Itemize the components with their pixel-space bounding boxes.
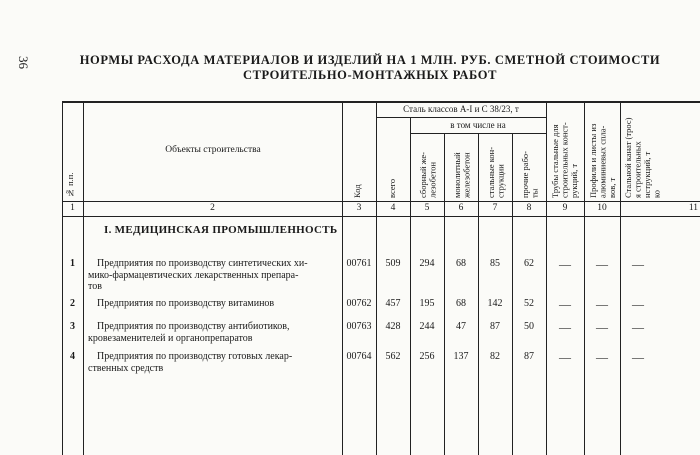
column-number: 7 (492, 203, 498, 213)
row-number: 1 (70, 258, 75, 269)
column-number: 10 (597, 203, 607, 213)
cell-total: 428 (385, 321, 401, 332)
cell-prefab: 256 (419, 351, 435, 362)
row-name-line: кровезаменителей и органопрепаратов (88, 332, 253, 344)
page-number: 36 (16, 56, 31, 69)
cell-code: 00764 (346, 351, 372, 362)
cell-code: 00761 (346, 258, 372, 269)
row-name-line: Предприятия по производству антибиотиков, (97, 321, 290, 332)
cell-monolith: 137 (453, 351, 469, 362)
cell-profiles: — (596, 350, 608, 364)
cell-prefab: 244 (419, 321, 435, 332)
header-steel-struct: стальные кон- струкции (486, 146, 506, 198)
cell-other: 50 (524, 321, 534, 332)
cell-prefab: 294 (419, 258, 435, 269)
cell-pipes: — (559, 257, 571, 271)
cell-rope: — (632, 320, 644, 334)
cell-total: 457 (385, 298, 401, 309)
cell-rope: — (632, 297, 644, 311)
column-number: 11 (688, 203, 698, 213)
header-code: Код (352, 184, 362, 198)
cell-steel: 87 (490, 321, 500, 332)
cell-steel: 85 (490, 258, 500, 269)
cell-pipes: — (559, 350, 571, 364)
page-title: НОРМЫ РАСХОДА МАТЕРИАЛОВ И ИЗДЕЛИЙ НА 1 МЛН. РУБ. СМЕТНОЙ СТОИМОСТИ (79, 53, 661, 67)
header-objects: Объекты строительства (165, 145, 261, 155)
header-incl: в том числе на (450, 120, 506, 130)
cell-rope: — (632, 257, 644, 271)
column-number: 1 (70, 203, 75, 213)
cell-monolith: 68 (456, 258, 466, 269)
cell-code: 00762 (346, 298, 372, 309)
row-name-line: мико-фармацевтических лекарственных препара- (88, 269, 299, 281)
header-rope: Стальной канат (трос) я строительных нструкций, т ко (623, 117, 662, 198)
row-number: 3 (70, 321, 75, 332)
cell-other: 87 (524, 351, 534, 362)
column-number: 8 (526, 203, 532, 213)
row-number: 2 (70, 298, 75, 309)
cell-code: 00763 (346, 321, 372, 332)
cell-pipes: — (559, 320, 571, 334)
header-prefab: сборный же- лезобетон (418, 152, 438, 198)
row-name-line: Предприятия по производству витаминов (97, 298, 275, 309)
column-number: 6 (458, 203, 464, 213)
row-name-line: Предприятия по производству готовых лекар- (97, 351, 293, 362)
column-number: 4 (390, 203, 396, 213)
header-steel-group: Сталь классов А-I и С 38/23, т (403, 104, 519, 114)
column-number: 2 (210, 203, 215, 213)
cell-profiles: — (596, 320, 608, 334)
header-pipes: Трубы стальные для строительных конст- рукций, т (550, 122, 579, 198)
header-other: прочие рабо- ты (520, 151, 540, 198)
cell-other: 62 (524, 258, 534, 269)
section-title: I. МЕДИЦИНСКАЯ ПРОМЫШЛЕННОСТЬ (104, 224, 338, 236)
header-no: № п.п. (65, 172, 75, 198)
row-name-line: тов (88, 281, 102, 292)
cell-other: 52 (524, 298, 534, 309)
cell-profiles: — (596, 297, 608, 311)
cell-steel: 142 (487, 298, 503, 309)
cell-profiles: — (596, 257, 608, 271)
cell-steel: 82 (490, 351, 500, 362)
cell-monolith: 47 (456, 321, 466, 332)
header-profiles: Профили и листы из алюминиевых спла- вов, т (588, 123, 617, 198)
cell-rope: — (632, 350, 644, 364)
header-total: всего (387, 178, 397, 198)
cell-monolith: 68 (456, 298, 466, 309)
cell-prefab: 195 (419, 298, 435, 309)
cell-pipes: — (559, 297, 571, 311)
cell-total: 562 (385, 351, 401, 362)
cell-total: 509 (385, 258, 401, 269)
row-number: 4 (70, 351, 75, 362)
header-monolith: монолитный железобетон (452, 152, 472, 198)
row-name-line: Предприятия по производству синтетических хи- (97, 258, 308, 269)
column-number: 3 (356, 203, 362, 213)
column-number: 9 (562, 203, 568, 213)
page-subtitle: СТРОИТЕЛЬНО-МОНТАЖНЫХ РАБОТ (242, 68, 498, 82)
row-name-line: ственных средств (88, 362, 164, 374)
column-number: 5 (424, 203, 430, 213)
